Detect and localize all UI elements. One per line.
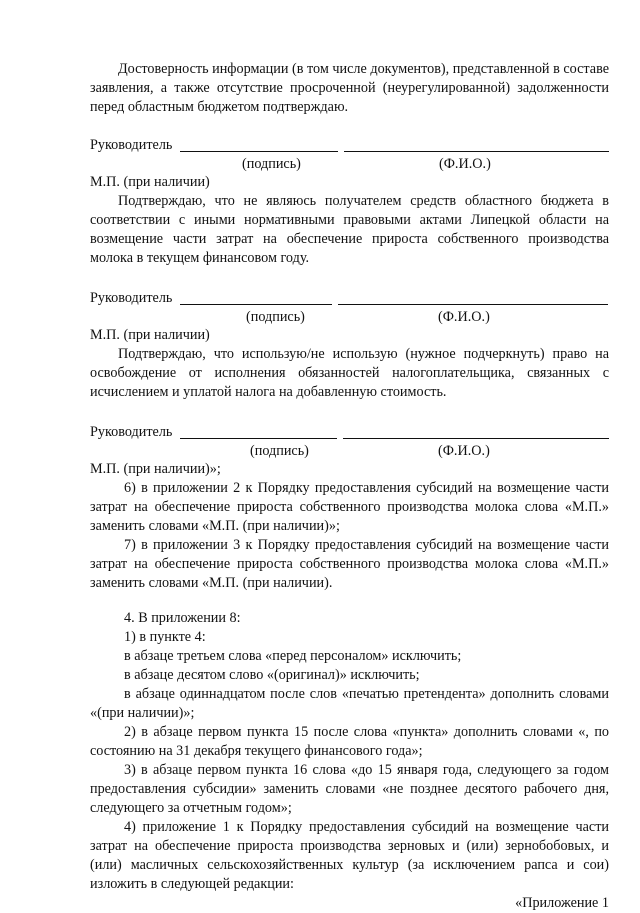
signature-captions-3 xyxy=(90,442,609,460)
name-blank xyxy=(344,137,609,152)
caption-name: (Ф.И.О.) xyxy=(438,443,490,459)
subitem-4: 4) приложение 1 к Порядку предоставления субсидий на возмещение части затрат на обеспечение прироста производства зерновых и (или) зернобобовых, и (или) масличных сельскохозяйственных культур (за исключением рапса и сои) изложить в следующей редакции: xyxy=(90,819,609,892)
subitem-2: 2) в абзаце первом пункта 15 после слова «пункта» дополнить словами «, по состоянию на 31 декабря текущего финансового года»; xyxy=(90,724,609,759)
caption-name: (Ф.И.О.) xyxy=(438,309,490,325)
stamp-note-1: М.П. (при наличии) xyxy=(90,174,210,190)
caption-signature: (подпись) xyxy=(246,309,305,325)
confirmation-paragraph-3: Подтверждаю, что использую/не использую (нужное подчеркнуть) право на освобождение от исполнения обязанностей налогоплательщика, связанных с исчислением и уплатой налога на добавленную стоимость. xyxy=(90,346,609,400)
signature-blank xyxy=(180,424,297,439)
document-page xyxy=(90,60,609,913)
stamp-note-2: М.П. (при наличии) xyxy=(90,327,210,343)
subitem-1-c: в абзаце одиннадцатом после слов «печатью претендента» дополнить словами «(при наличии)»; xyxy=(90,686,609,721)
signature-captions-2 xyxy=(90,308,609,326)
signature-captions-1 xyxy=(90,155,609,173)
subitem-3: 3) в абзаце первом пункта 16 слова «до 15 января года, следующего за годом предоставления субсидии» заменить словами «не позднее десятого рабочего дня, следующего за отчетным годом»; xyxy=(90,762,609,816)
caption-name: (Ф.И.О.) xyxy=(439,156,491,172)
signature-line-1 xyxy=(90,135,609,155)
signature-blank-extra xyxy=(297,424,337,439)
signature-label: Руководитель xyxy=(90,290,173,306)
amendment-item-7: 7) в приложении 3 к Порядку предоставления субсидий на возмещение части затрат на обеспечение прироста собственного производства молока слова «М.П.» заменить словами «М.П. (при наличии). xyxy=(90,537,609,591)
signature-blank-extra xyxy=(305,137,339,152)
appendix-heading: «Приложение 1 xyxy=(515,895,609,911)
subitem-1: 1) в пункте 4: xyxy=(124,629,206,645)
subitem-1-a: в абзаце третьем слова «перед персоналом» исключить; xyxy=(124,648,462,664)
amendment-item-6: 6) в приложении 2 к Порядку предоставления субсидий на возмещение части затрат на обеспечение прироста собственного производства молока слова «М.П.» заменить словами «М.П. (при наличии)»; xyxy=(90,480,609,534)
signature-line-2 xyxy=(90,288,609,308)
name-blank xyxy=(343,424,609,439)
signature-blank xyxy=(180,137,304,152)
signature-label: Руководитель xyxy=(90,424,173,440)
signature-blank xyxy=(180,290,332,305)
section-4-heading: 4. В приложении 8: xyxy=(124,610,241,626)
signature-label: Руководитель xyxy=(90,137,173,153)
signature-line-3 xyxy=(90,422,609,442)
caption-signature: (подпись) xyxy=(242,156,301,172)
name-blank xyxy=(338,290,608,305)
stamp-note-end: М.П. (при наличии)»; xyxy=(90,461,221,477)
subitem-1-b: в абзаце десятом слово «(оригинал)» исключить; xyxy=(124,667,420,683)
confirmation-paragraph-2: Подтверждаю, что не являюсь получателем средств областного бюджета в соответствии с иными нормативными правовыми актами Липецкой области на возмещение части затрат на обеспечение прироста собственного производства молока в текущем финансовом году. xyxy=(90,193,609,266)
caption-signature: (подпись) xyxy=(250,443,309,459)
confirmation-paragraph-1: Достоверность информации (в том числе документов), представленной в составе заявления, а также отсутствие просроченной (неурегулированной) задолженности перед областным бюджетом подтверждаю. xyxy=(90,61,609,115)
